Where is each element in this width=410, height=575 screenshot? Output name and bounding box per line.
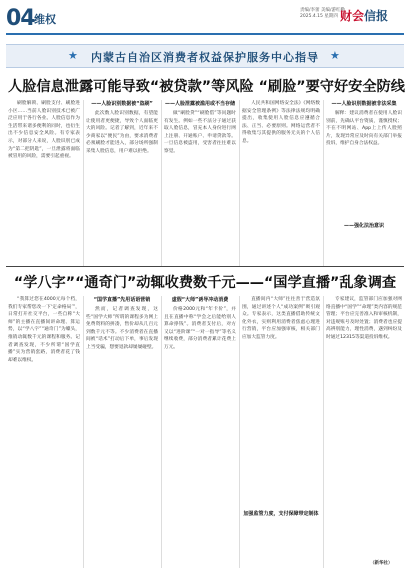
article2-subhead: 加强监管力度，支付保障带定制体 <box>243 511 319 517</box>
column-divider <box>83 100 84 266</box>
article1-subhead: ——人脸识别数据被非法采集 <box>331 101 397 107</box>
section-name: 维权 <box>34 13 56 26</box>
article1-column-4: 人民共和国网络安全法》《网络数据安全管理条例》等法律法规均明确提出，收集使用人脸信息应遵循合法、正当、必要原则。网络运营者不得收集与其提供的服务无关的个人信息。 <box>242 101 320 144</box>
article2-headline: “学八字”“通奇门”动辄收费数千元——“国学直播”乱象调查 <box>13 275 397 291</box>
column-divider <box>83 296 84 568</box>
article1-column-5: 解释：建议消费者在使用人脸识别前，先确认平台资质，谨慎授权；不在不明网站、App上上传人脸照片，发现异常应及时向有关部门举报投诉，维护自身合法权益。 <box>326 111 402 147</box>
article2-subhead: “国学直播”先用话语营销 <box>93 297 151 303</box>
article2-column-1: “我算过您在4000元每个档，我们专家帮您改一下‘定命格局’”，日常打开社交平台，一些自称“大师”的主播在直播间讲命理、算运势，以“学八字”“通奇门”为噱头，推销动辄数千元的课程和服务。记者调查发现，不少所谓“国学直播”实为营销套路，消费者花了钱却难以维权。 <box>8 297 80 363</box>
date-line: 2025.4.15 星期四 <box>300 14 338 19</box>
guidance-banner <box>6 44 404 68</box>
editor-line: 责编/李蕾 美编/游红勤 <box>300 8 345 13</box>
star-icon: ★ <box>68 49 78 62</box>
column-divider <box>323 296 324 568</box>
column-divider <box>239 296 240 568</box>
article1-column-3: 做“刷脸贷”“刷脸借”等问题时有发生。例如一些不法分子通过获取人脸信息，冒充本人身份进行网上注册、开通账户、申请贷款等。一旦信息被盗用，受害者往往难以察觉。 <box>164 111 236 154</box>
column-divider <box>161 296 162 568</box>
article1-column-1: 刷脸解锁、刷脸支付、刷脸进小区……当前人脸识别技术已被广泛应用于各行各业。人脸信息作为生活带来诸多便利的同时，也衍生出不少信息安全风险。有专家表示，对部分人来说，人脸识别已成为“第二把钥匙”，一旦泄露将面临被冒用的风险，需要引起重视。 <box>8 101 80 160</box>
banner-title: 内蒙古自治区消费者权益保护服务中心指导 <box>91 51 319 64</box>
logo-part-a: 财会 <box>340 9 365 23</box>
article2-column-5: 专家建议，监管部门应加强对网络直播中“国学”“命理”类内容的规范管理；平台应完善准入和审核机制，对违规账号及时处置；消费者也应提高辨别能力，理性消费，遇到纠纷及时通过12315等渠道投诉维权。 <box>326 297 402 340</box>
article1-subhead: ——人脸泄露被滥用或不当存储 <box>164 101 235 107</box>
article1-headline: 人脸信息泄露可能导致“被贷款”等风险 “刷脸”要守好安全防线 <box>8 79 405 95</box>
column-divider <box>239 100 240 266</box>
newspaper-logo <box>340 7 388 24</box>
article2-column-2: 然而，记者调查发现，这些“国学大师”所谓的课程多为网上免费资料的拼凑，售价却从几百元到数千元不等。不少消费者在直播间被“话术”打动后下单，事后发现上当受骗，想要退款却屡屡碰壁。 <box>86 307 158 350</box>
page-header <box>0 0 410 40</box>
column-divider <box>323 100 324 266</box>
article1-subhead: ——人脸识别数据被“盗刷” <box>91 101 153 107</box>
header-rule <box>6 33 404 35</box>
column-divider <box>161 100 162 266</box>
article1-subhead: ——强化法治意识 <box>343 223 384 229</box>
article2-column-3: 价格2000元和“年卡价”，并且在直播中称“学会之后能给别人算命挣钱”。消费者支付后，对方又以“进阶课”“一对一指导”等名义继续收费，部分消费者累计花费上万元。 <box>164 307 236 350</box>
header-info <box>300 8 345 20</box>
article-separator <box>6 266 404 267</box>
logo-part-b: 信报 <box>364 9 389 23</box>
page-number: 04 <box>6 6 35 31</box>
article1-column-2: 此次数人脸识别数据，有望能让使用者更便捷，导致个人面临更大的风险。记者了解到，近年来不少商家以“便民”为由，要求消费者必须刷脸才能进入，部分场所强制采集人脸信息，用户难以拒绝。 <box>86 111 158 154</box>
article2-subhead: 虚假“大师”诱导冲动消费 <box>171 297 229 303</box>
article2-column-4: 直播间内“大师”往往善于营造氛围，通过讲述个人“成功案例”吸引观众。专家表示，这类直播借助传统文化外衣，实则利用消费者焦虑心理进行营销，平台应加强审核，相关部门应加大监管力度。 <box>242 297 320 340</box>
star-icon: ★ <box>330 49 340 62</box>
article2-author: （新华社） <box>370 561 393 566</box>
